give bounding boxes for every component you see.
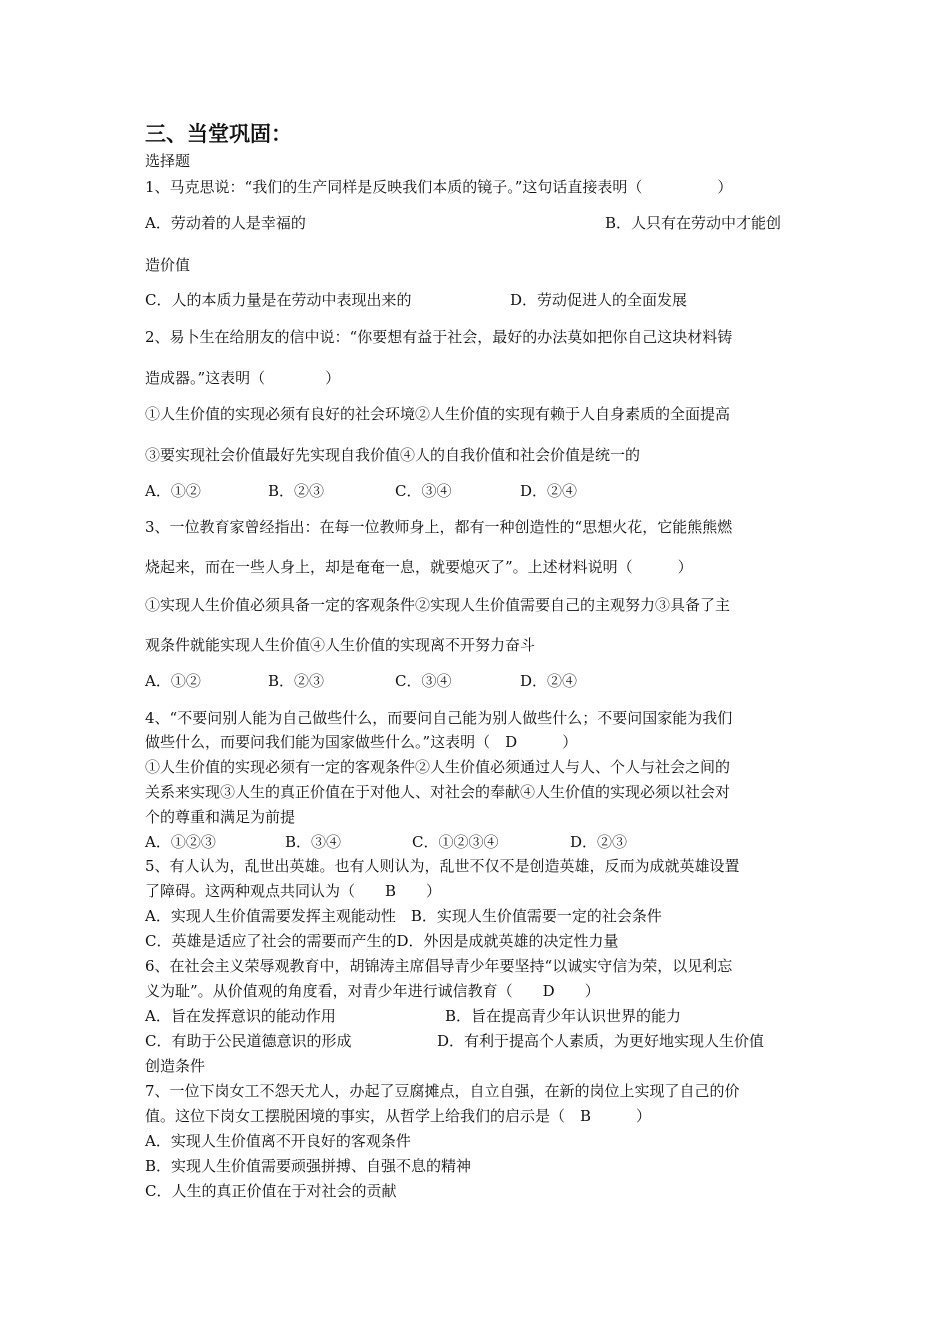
q1-stem: 1、马克思说：“我们的生产同样是反映我们本质的镜子。”这句话直接表明（ ） [145,178,733,196]
q2-option-b: B．②③ [268,482,325,500]
q3-option-c: C．③④ [395,672,452,690]
question-type-label: 选择题 [145,152,191,170]
q6-stem-line1: 6、在社会主义荣辱观教育中，胡锦涛主席倡导青少年要坚持“以诚实守信为荣，以见利忘 [145,957,733,975]
q3-stem-line1: 3、一位教育家曾经指出：在每一位教师身上，都有一种创造性的“思想火花，它能熊熊燃 [145,518,733,536]
q2-stem-line2: 造成器。”这表明（ ） [145,369,341,387]
section-title: 三、当堂巩固： [145,122,292,146]
q4-statements-line3: 个的尊重和满足为前提 [145,808,296,826]
q7-option-c: C．人生的真正价值在于对社会的贡献 [145,1182,397,1200]
q5-stem-line1: 5、有人认为，乱世出英雄。也有人则认为，乱世不仅不是创造英雄，反而为成就英雄设置 [145,857,740,875]
q4-option-a: A．①②③ [145,833,216,851]
q4-stem-line2: 做些什么，而要问我们能为国家做些什么。”这表明（ D ） [145,733,578,751]
q1-option-d: D．劳动促进人的全面发展 [510,291,688,309]
q5-options-cd: C．英雄是适应了社会的需要而产生的D．外因是成就英雄的决定性力量 [145,932,619,950]
q3-stem-line2: 烧起来，而在一些人身上，却是奄奄一息，就要熄灭了”。上述材料说明（ ） [145,558,693,576]
q2-option-c: C．③④ [395,482,452,500]
q4-option-b: B．③④ [285,833,342,851]
q6-option-b: B．旨在提高青少年认识世界的能力 [445,1007,682,1025]
q7-stem-line2: 值。这位下岗女工摆脱困境的事实，从哲学上给我们的启示是（ B ） [145,1107,652,1125]
q4-option-d: D．②③ [570,833,628,851]
q1-option-b-continued: 造价值 [145,256,191,274]
q6-option-c: C．有助于公民道德意识的形成 [145,1032,352,1050]
q3-option-a: A．①② [145,672,201,690]
q6-option-a: A．旨在发挥意识的能动作用 [145,1007,336,1025]
q6-stem-line2: 义为耻”。从价值观的角度看，对青少年进行诚信教育（ D ） [145,982,600,1000]
q3-option-d: D．②④ [520,672,578,690]
q7-option-a: A．实现人生价值离不开良好的客观条件 [145,1132,411,1150]
q2-statements-line2: ③要实现社会价值最好先实现自我价值④人的自我价值和社会价值是统一的 [145,446,641,464]
q7-option-b: B．实现人生价值需要顽强拼搏、自强不息的精神 [145,1157,472,1175]
q3-statements-line2: 观条件就能实现人生价值④人生价值的实现离不开努力奋斗 [145,636,536,654]
q5-options-ab: A．实现人生价值需要发挥主观能动性 B．实现人生价值需要一定的社会条件 [145,907,662,925]
q2-stem-line1: 2、易卜生在给朋友的信中说：“你要想有益于社会，最好的办法莫如把你自己这块材料铸 [145,328,733,346]
q4-option-c: C．①②③④ [412,833,499,851]
q2-option-d: D．②④ [520,482,578,500]
q1-option-c: C．人的本质力量是在劳动中表现出来的 [145,291,412,309]
q3-option-b: B．②③ [268,672,325,690]
q7-stem-line1: 7、一位下岗女工不怨天尤人，办起了豆腐摊点，自立自强，在新的岗位上实现了自己的价 [145,1082,740,1100]
q4-statements-line2: 关系来实现③人生的真正价值在于对他人、对社会的奉献④人生价值的实现必须以社会对 [145,783,731,801]
q6-option-d-continued: 创造条件 [145,1057,206,1075]
q6-option-d: D．有利于提高个人素质，为更好地实现人生价值 [437,1032,765,1050]
q2-option-a: A．①② [145,482,201,500]
q2-statements-line1: ①人生价值的实现必须有良好的社会环境②人生价值的实现有赖于人自身素质的全面提高 [145,405,731,423]
q4-statements-line1: ①人生价值的实现必须有一定的客观条件②人生价值必须通过人与人、个人与社会之间的 [145,758,731,776]
q3-statements-line1: ①实现人生价值必须具备一定的客观条件②实现人生价值需要自己的主观努力③具备了主 [145,596,731,614]
q1-option-b: B．人只有在劳动中才能创 [605,214,782,232]
q4-stem-line1: 4、“不要问别人能为自己做些什么，而要问自己能为别人做些什么；不要问国家能为我们 [145,709,733,727]
q5-stem-line2: 了障碍。这两种观点共同认为（ B ） [145,882,442,900]
q1-option-a: A．劳动着的人是幸福的 [145,214,306,232]
